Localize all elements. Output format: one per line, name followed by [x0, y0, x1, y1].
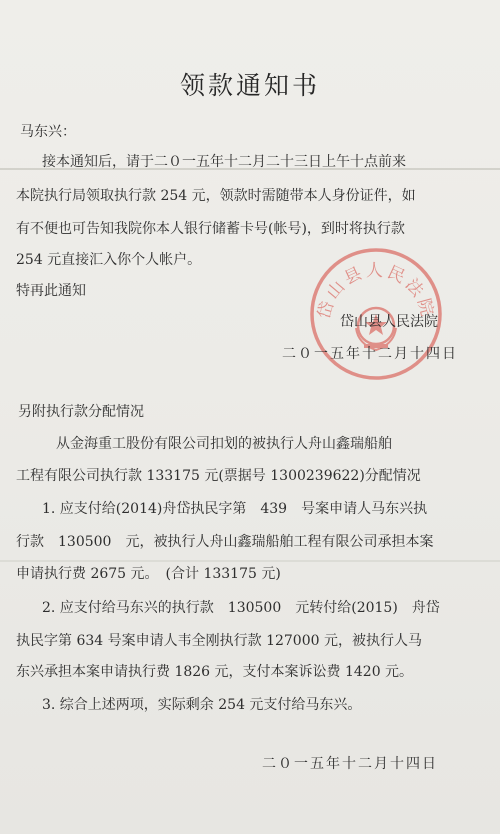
- notice-closing: 特再此通知: [16, 283, 86, 299]
- notice-date: 二０一五年十二月十四日: [282, 346, 458, 362]
- court-name-signature: 岱山县人民法院: [340, 314, 438, 330]
- distribution-item-1: 申请执行费 2675 元。 (合计 133175 元): [16, 566, 281, 582]
- distribution-item-1: 1. 应支付给(2014)舟岱执民字第 439 号案申请人马东兴执: [42, 501, 428, 517]
- distribution-intro-line: 工程有限公司执行款 133175 元(票据号 1300239622)分配情况: [16, 468, 421, 484]
- distribution-intro-line: 从金海重工股份有限公司扣划的被执行人舟山鑫瑞船舶: [56, 436, 392, 452]
- seal-arc-text: 岱山县人民法院: [314, 261, 438, 321]
- paper-fold-line: [0, 560, 500, 562]
- distribution-heading: 另附执行款分配情况: [18, 404, 144, 420]
- distribution-date: 二０一五年十二月十四日: [262, 756, 438, 772]
- distribution-item-2: 东兴承担本案申请执行费 1826 元，支付本案诉讼费 1420 元。: [16, 664, 414, 680]
- distribution-item-2: 2. 应支付给马东兴的执行款 130500 元转付给(2015) 舟岱: [42, 600, 440, 616]
- notice-body-line: 254 元直接汇入你个人帐户。: [16, 252, 202, 268]
- notice-body-line: 接本通知后，请于二０一五年十二月二十三日上午十点前来: [42, 154, 406, 170]
- distribution-item-2: 执民字第 634 号案申请人韦全刚执行款 127000 元，被执行人马: [16, 633, 422, 649]
- notice-title: 领款通知书: [179, 71, 320, 100]
- notice-body-line: 本院执行局领取执行款 254 元，领款时需随带本人身份证件，如: [16, 188, 416, 204]
- distribution-item-3: 3. 综合上述两项，实际剩余 254 元支付给马东兴。: [42, 697, 362, 713]
- distribution-item-1: 行款 130500 元，被执行人舟山鑫瑞船舶工程有限公司承担本案: [16, 534, 434, 550]
- notice-body-line: 有不便也可告知我院你本人银行储蓄卡号(帐号)，到时将执行款: [16, 221, 405, 237]
- recipient-name: 马东兴：: [20, 124, 76, 140]
